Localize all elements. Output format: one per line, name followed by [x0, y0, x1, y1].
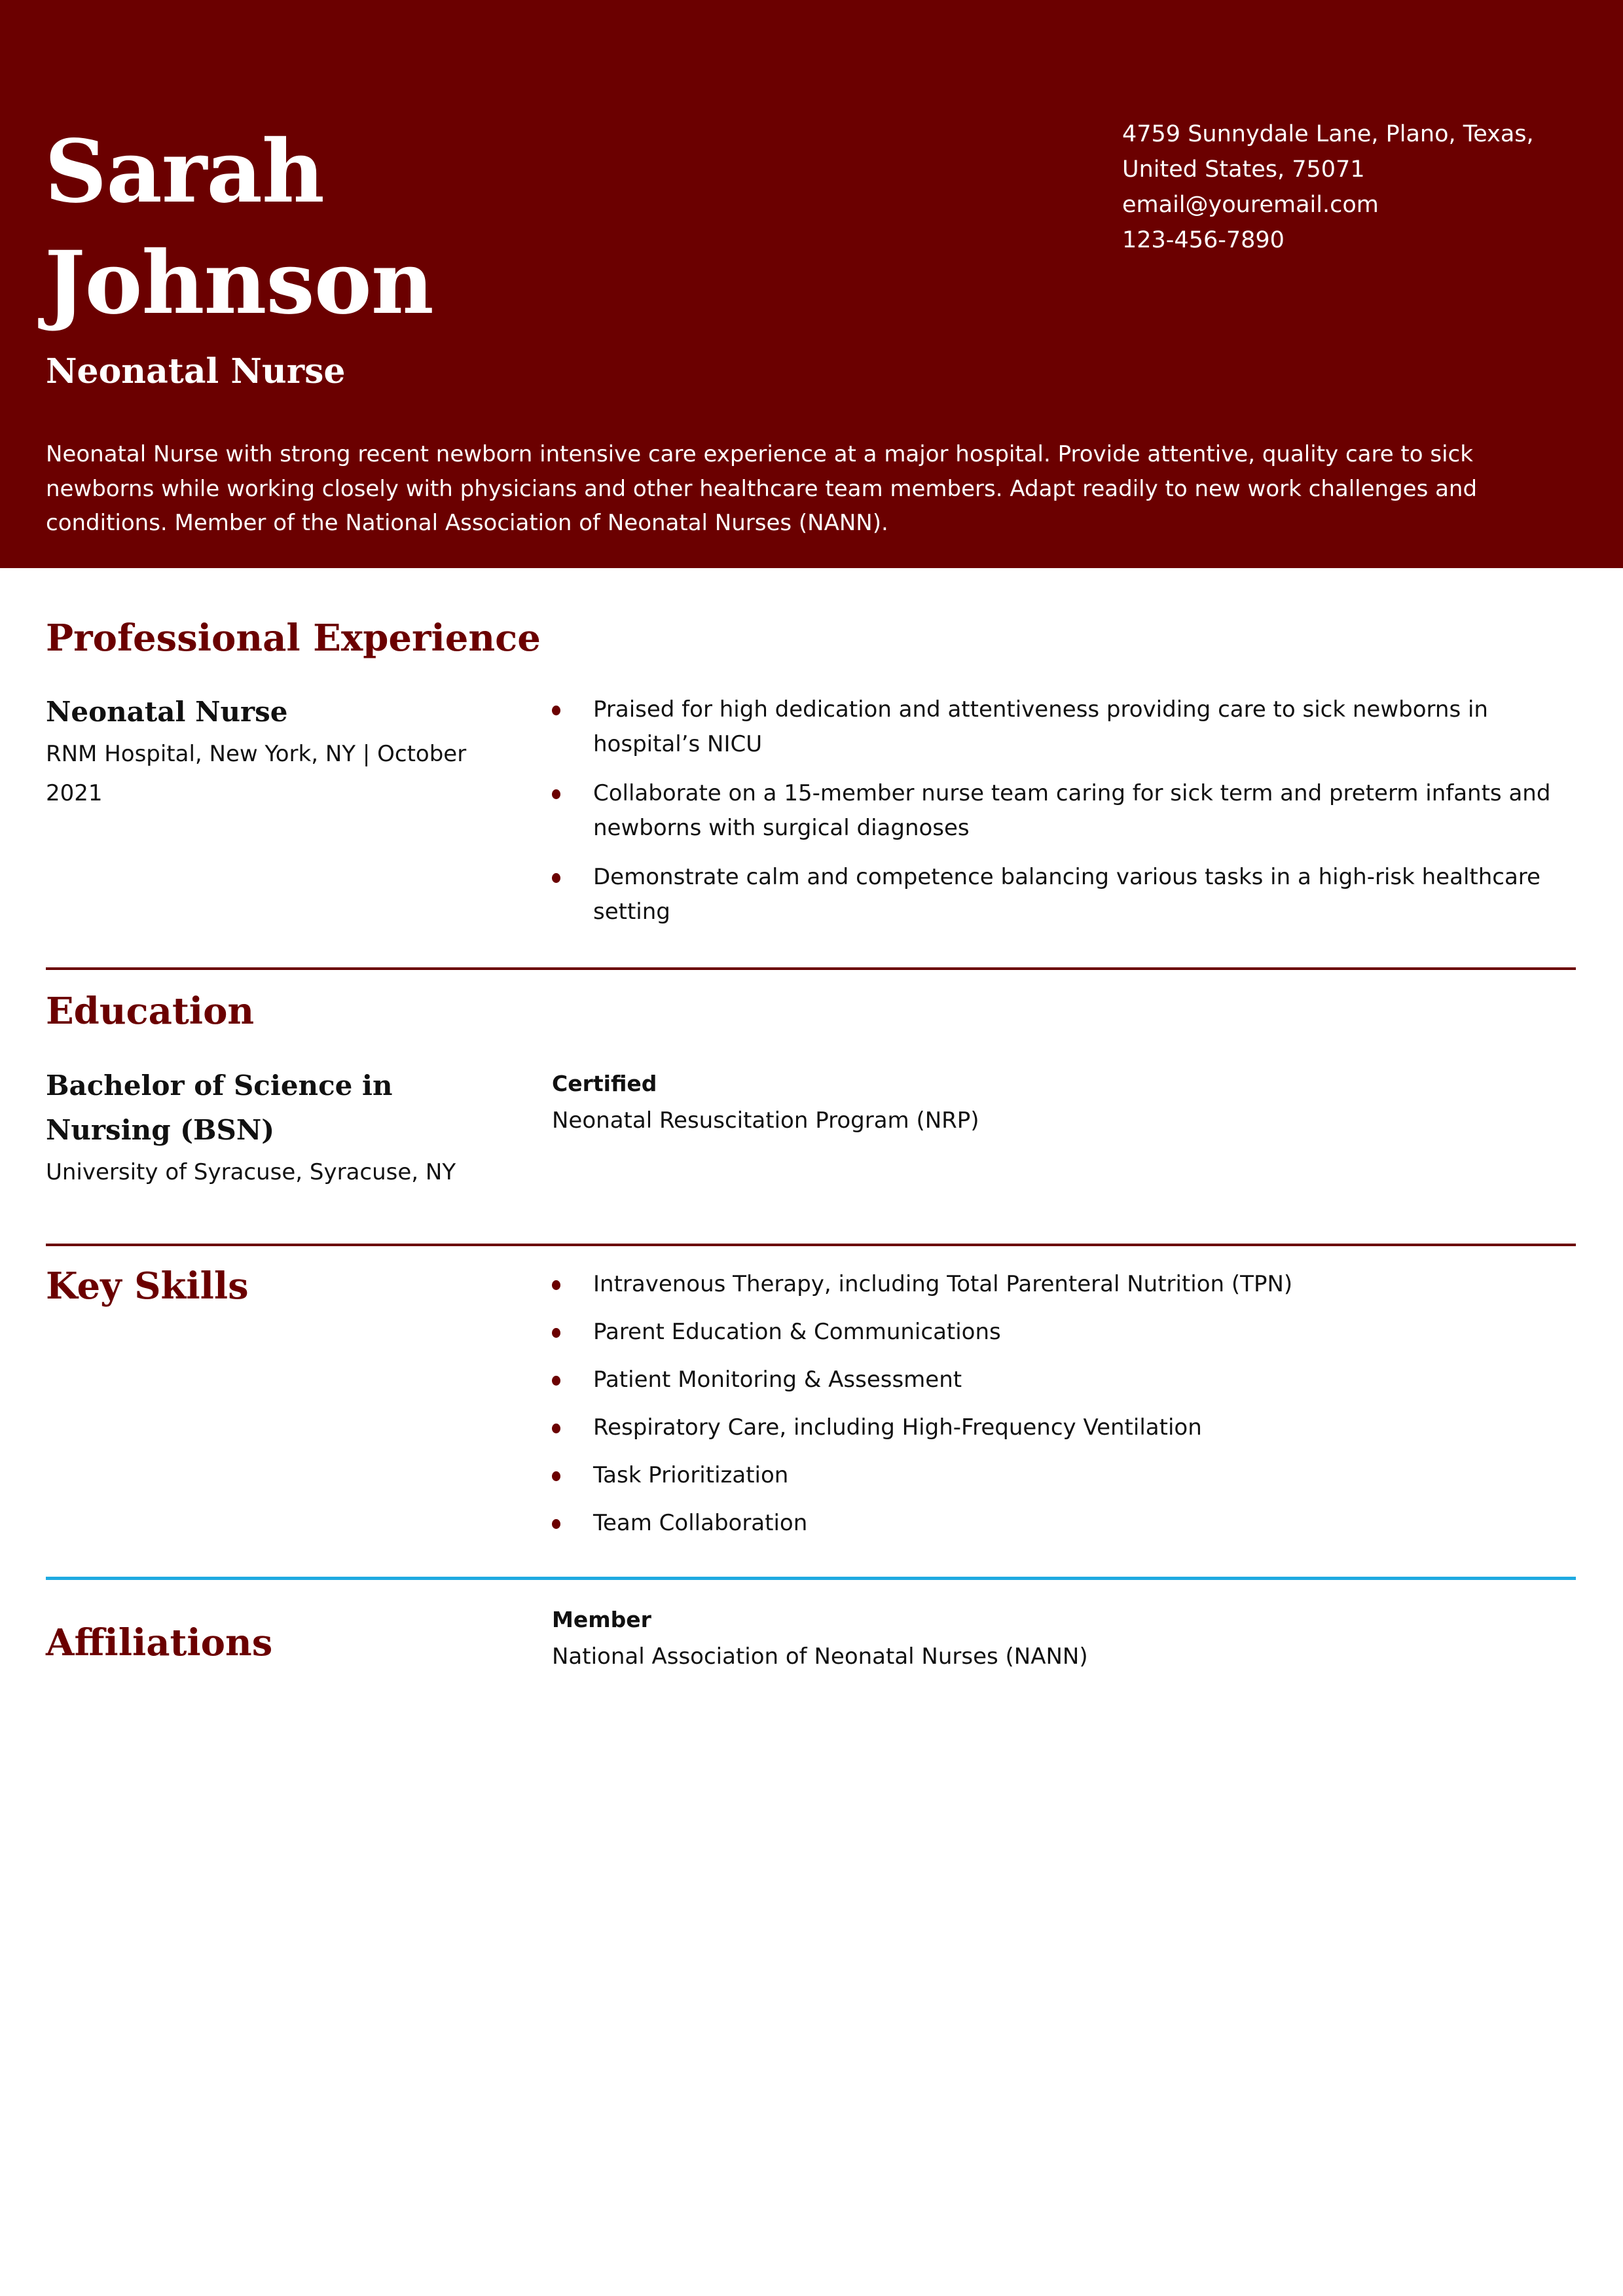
section-divider	[46, 1577, 1576, 1580]
list-item: Respiratory Care, including High-Frequency Ventilation	[552, 1404, 1586, 1452]
degree-name: Bachelor of Science in Nursing (BSN)	[46, 1069, 393, 1146]
certification-block	[552, 1066, 1586, 1139]
list-item: Praised for high dedication and attentiveness providing care to sick newborns in hospital’s NICU	[552, 692, 1586, 762]
section-divider	[46, 967, 1576, 970]
section-title-education: Education	[46, 990, 255, 1033]
candidate-name	[45, 117, 634, 339]
bullet-icon	[552, 1519, 560, 1529]
job-header	[46, 690, 517, 813]
last-name: Johnson	[45, 232, 433, 334]
contact-info	[1122, 117, 1580, 258]
bullet-icon	[552, 1471, 560, 1481]
list-item: Patient Monitoring & Assessment	[552, 1356, 1586, 1404]
certification-name: Neonatal Resuscitation Program (NRP)	[552, 1107, 979, 1134]
affiliation-role: Member	[552, 1607, 651, 1632]
section-divider	[46, 1244, 1576, 1246]
list-item: Team Collaboration	[552, 1499, 1586, 1547]
job-title: Neonatal Nurse	[46, 351, 346, 391]
skills-list	[552, 1261, 1586, 1547]
job-role: Neonatal Nurse	[46, 696, 288, 728]
bullet-icon	[552, 1424, 560, 1433]
email[interactable]: email@youremail.com	[1122, 192, 1379, 218]
list-item: Parent Education & Communications	[552, 1308, 1586, 1356]
list-item: Intravenous Therapy, including Total Parenteral Nutrition (TPN)	[552, 1261, 1586, 1308]
bullet-icon	[552, 1328, 560, 1338]
affiliation-organization: National Association of Neonatal Nurses (NANN)	[552, 1643, 1088, 1670]
resume-header	[0, 0, 1623, 568]
bullet-icon	[552, 873, 560, 883]
school-name: University of Syracuse, Syracuse, NY	[46, 1159, 456, 1185]
bullet-icon	[552, 789, 560, 799]
list-item: Demonstrate calm and competence balancing various tasks in a high-risk healthcare setting	[552, 860, 1586, 929]
address-line-2: United States, 75071	[1122, 156, 1365, 183]
phone[interactable]: 123-456-7890	[1122, 227, 1285, 253]
section-title-affiliations: Affiliations	[46, 1621, 273, 1664]
job-bullets	[552, 692, 1586, 944]
affiliation-block	[552, 1602, 1586, 1675]
bullet-icon	[552, 1376, 560, 1386]
certification-label: Certified	[552, 1071, 657, 1096]
bullet-icon	[552, 706, 560, 715]
section-title-experience: Professional Experience	[46, 617, 541, 660]
list-item: Collaborate on a 15-member nurse team caring for sick term and preterm infants and newborns with surgical diagnoses	[552, 776, 1586, 846]
section-title-skills: Key Skills	[46, 1265, 249, 1308]
address-line-1: 4759 Sunnydale Lane, Plano, Texas,	[1122, 121, 1534, 147]
first-name: Sarah	[45, 121, 324, 223]
bullet-icon	[552, 1280, 560, 1290]
degree-block	[46, 1064, 504, 1192]
list-item: Task Prioritization	[552, 1452, 1586, 1499]
job-details: RNM Hospital, New York, NY | October 2021	[46, 741, 467, 806]
professional-summary: Neonatal Nurse with strong recent newborn intensive care experience at a major hospital. Provide attentive, quality care to sick newborns while working closely with physicians and other healthcare team members. Adapt readily to new work challenges and conditions. Member of the National Association of Neonatal Nurses (NANN).	[46, 441, 1478, 536]
